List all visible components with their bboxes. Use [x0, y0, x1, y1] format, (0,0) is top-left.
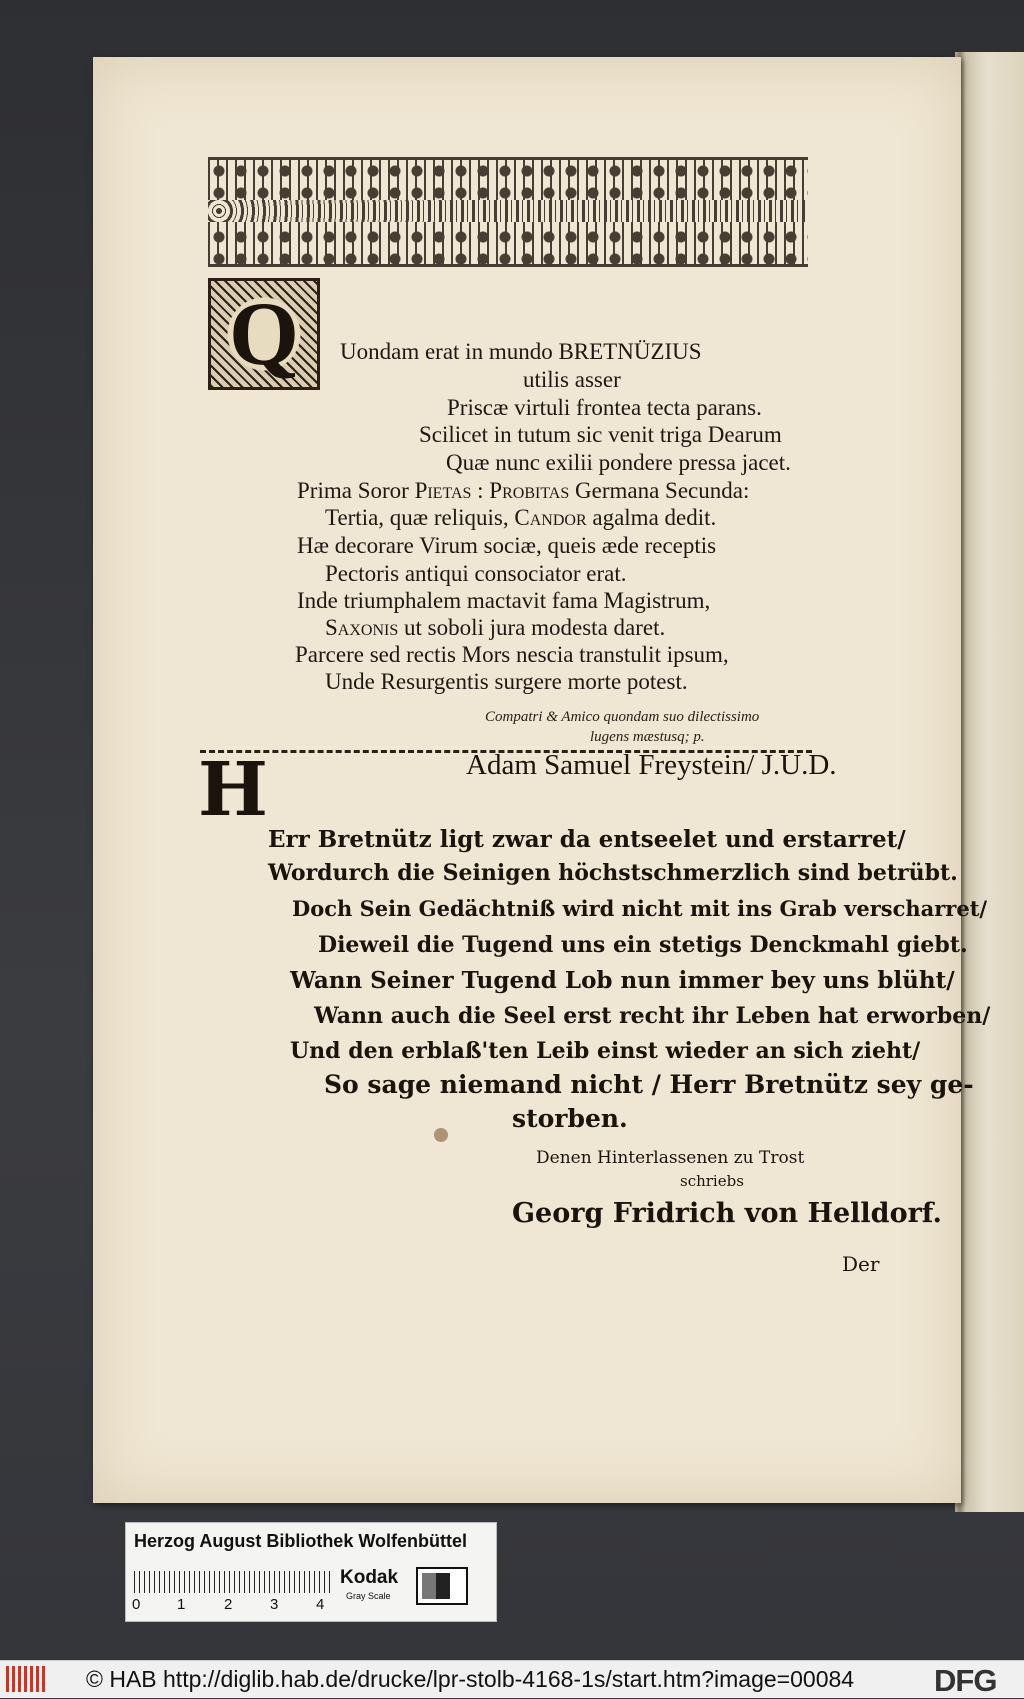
dfg-logo: DFG	[934, 1663, 997, 1698]
fraktur-initial-h: H	[198, 747, 268, 833]
latin-dedication-1: Compatri & Amico quondam suo dilectissimo	[485, 709, 760, 725]
ruler-number-3: 3	[270, 1596, 279, 1613]
ornament-middle-row	[208, 200, 808, 222]
library-name: Herzog August Bibliothek Wolfenbüttel	[134, 1531, 467, 1551]
initial-letter-q: Q	[211, 281, 317, 387]
latin-author: Adam Samuel Freystein/ J.U.D.	[466, 749, 837, 781]
latin-line-11-b: ut soboli jura modesta daret.	[404, 615, 666, 640]
latin-line-7-candor: Candor	[514, 505, 593, 530]
ornamental-header-band	[208, 157, 808, 267]
latin-line-4: Scilicet in tutum sic venit triga Dearum	[419, 422, 782, 447]
library-color-card	[125, 1522, 497, 1622]
footer-bar	[0, 1660, 1024, 1698]
latin-line-6	[297, 477, 749, 504]
latin-line-3: Priscæ virtuli frontea tecta parans.	[447, 395, 762, 420]
german-author: Georg Fridrich von Helldorf.	[512, 1198, 942, 1229]
latin-line-9: Pectoris antiqui consociator erat.	[325, 561, 627, 586]
catchword: Der	[842, 1252, 880, 1276]
german-dedication-2: schriebs	[680, 1172, 744, 1190]
copyright-url[interactable]: © HAB http://diglib.hab.de/drucke/lpr-stolb-4168-1s/start.htm?image=00084	[86, 1666, 855, 1692]
ink-stain	[434, 1128, 448, 1142]
latin-line-7-a: Tertia, quæ reliquis,	[325, 505, 515, 530]
ruler-number-0: 0	[132, 1596, 141, 1613]
latin-line-6-b: Germana Secunda:	[575, 478, 750, 503]
latin-line-10: Inde triumphalem mactavit fama Magistrum,	[297, 588, 711, 613]
latin-line-2: utilis asser	[523, 367, 621, 392]
german-line-2: Wordurch die Seinigen höchstschmerzlich sind betrübt.	[268, 860, 958, 886]
german-line-1: Err Bretnütz ligt zwar da entseelet und erstarret/	[268, 826, 906, 853]
latin-line-11	[325, 614, 665, 641]
adjacent-page-edge	[962, 52, 1024, 1512]
section-divider	[200, 750, 812, 753]
german-line-6: Wann auch die Seel erst recht ihr Leben hat erworben/	[314, 1003, 991, 1029]
ruler-number-2: 2	[224, 1596, 233, 1613]
gray-scale-patch	[416, 1567, 468, 1605]
decorated-initial	[208, 278, 320, 390]
latin-line-11-saxonis: Saxonis	[325, 615, 404, 640]
latin-line-6-pietas: Pietas	[414, 478, 478, 503]
hab-logo-icon	[6, 1666, 46, 1692]
gray-scale-label: Gray Scale	[346, 1591, 391, 1601]
german-line-4: Dieweil die Tugend uns ein stetigs Denckmahl giebt.	[318, 932, 968, 958]
german-line-9: storben.	[512, 1104, 628, 1133]
latin-line-6-probitas: Probitas	[489, 478, 576, 503]
latin-line-5: Quæ nunc exilii pondere pressa jacet.	[446, 450, 791, 475]
latin-line-6-a: Prima Soror	[297, 478, 415, 503]
german-dedication-1: Denen Hinterlassenen zu Trost	[536, 1148, 805, 1168]
latin-line-8: Hæ decorare Virum sociæ, queis æde receptis	[297, 533, 717, 558]
ruler-number-1: 1	[177, 1596, 186, 1613]
latin-dedication-2: lugens mæstusq; p.	[590, 729, 705, 745]
latin-line-6-colon: :	[477, 478, 490, 503]
latin-line-7-b: agalma dedit.	[592, 505, 717, 530]
latin-line-1: Uondam erat in mundo BRETNÜZIUS	[340, 339, 702, 364]
scale-ruler	[134, 1571, 330, 1593]
kodak-logo: Kodak	[340, 1567, 399, 1588]
german-line-5: Wann Seiner Tugend Lob nun immer bey uns blüht/	[290, 967, 955, 994]
german-line-8: So sage niemand nicht / Herr Bretnütz sey ge-	[324, 1070, 974, 1099]
latin-line-13: Unde Resurgentis surgere morte potest.	[325, 669, 688, 694]
german-line-3: Doch Sein Gedächtniß wird nicht mit ins Grab verscharret/	[292, 896, 988, 921]
german-line-7: Und den erblaß'ten Leib einst wieder an sich zieht/	[290, 1038, 921, 1064]
ruler-number-4: 4	[316, 1596, 325, 1613]
latin-line-12: Parcere sed rectis Mors nescia transtulit ipsum,	[295, 642, 729, 667]
latin-line-7	[325, 504, 716, 531]
